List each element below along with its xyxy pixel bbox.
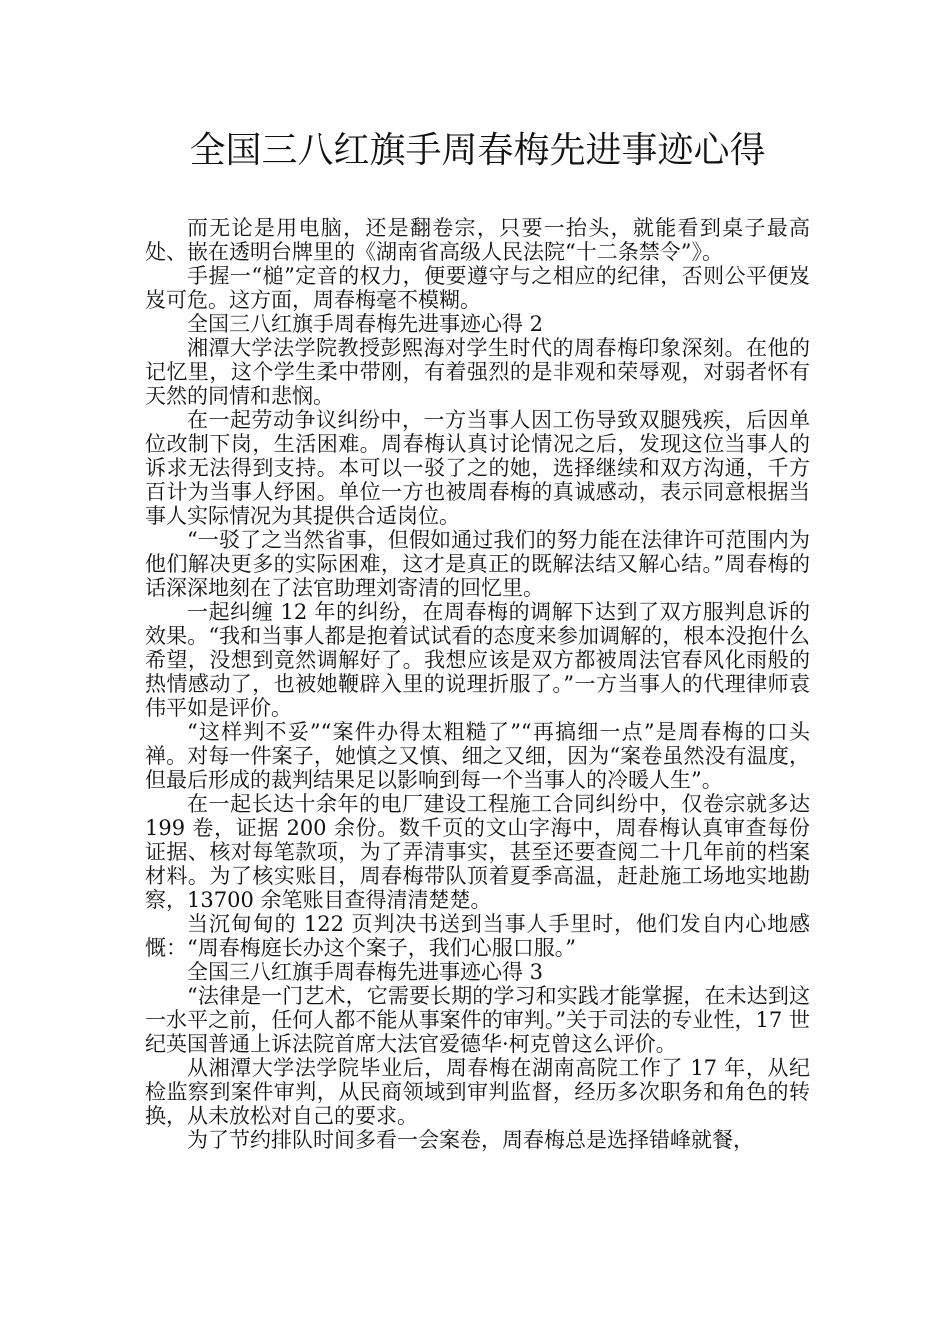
paragraph: 在一起长达十余年的电厂建设工程施工合同纠纷中，仅卷宗就多达 199 卷，证据 200 余份。数千页的文山字海中，周春梅认真审查每份证据、核对每笔款项，为了弄清事实，甚至还要查阅二十几年前的档案材料。为了核实账目，周春梅带队顶着夏季高温，赶赴施工场地实地勘察，13700 余笔账目查得清清楚楚。	[145, 792, 810, 912]
document-body	[145, 216, 810, 1152]
paragraph: 一起纠缠 12 年的纠纷，在周春梅的调解下达到了双方服判息诉的效果。“我和当事人都是抱着试试看的态度来参加调解的，根本没抱什么希望，没想到竟然调解好了。我想应该是双方都被周法官春风化雨般的热情感动了，也被她鞭辟入里的说理折服了。”一方当事人的代理律师袁伟平如是评价。	[145, 600, 810, 720]
paragraph: 湘潭大学法学院教授彭熙海对学生时代的周春梅印象深刻。在他的记忆里，这个学生柔中带刚，有着强烈的是非观和荣辱观，对弱者怀有天然的同情和悲悯。	[145, 336, 810, 408]
section-heading: 全国三八红旗手周春梅先进事迹心得 3	[187, 960, 544, 984]
paragraph: 当沉甸甸的 122 页判决书送到当事人手里时，他们发自内心地感慨：“周春梅庭长办这个案子，我们心服口服。”	[145, 912, 810, 960]
paragraph: “一驳了之当然省事，但假如通过我们的努力能在法律许可范围内为他们解决更多的实际困难，这才是真正的既解法结又解心结。”周春梅的话深深地刻在了法官助理刘寄清的回忆里。	[145, 528, 810, 600]
paragraph: 为了节约排队时间多看一会案卷，周春梅总是选择错峰就餐，	[187, 1128, 754, 1152]
paragraph: 从湘潭大学法学院毕业后，周春梅在湖南高院工作了 17 年，从纪检监察到案件审判，从民商领域到审判监督，经历多次职务和角色的转换，从未放松对自己的要求。	[145, 1056, 810, 1128]
document-page	[145, 126, 810, 1152]
document-title: 全国三八红旗手周春梅先进事迹心得	[189, 130, 766, 171]
paragraph: 手握一“槌”定音的权力，便要遵守与之相应的纪律，否则公平便岌岌可危。这方面，周春梅毫不模糊。	[145, 264, 810, 312]
paragraph: 而无论是用电脑，还是翻卷宗，只要一抬头，就能看到桌子最高处、嵌在透明台牌里的《湖南省高级人民法院“十二条禁令”》。	[145, 216, 810, 264]
paragraph: “法律是一门艺术，它需要长期的学习和实践才能掌握，在未达到这一水平之前，任何人都不能从事案件的审判。”关于司法的专业性，17 世纪英国普通上诉法院首席大法官爱德华·柯克曾这么评价。	[145, 984, 810, 1056]
section-heading: 全国三八红旗手周春梅先进事迹心得 2	[187, 312, 544, 336]
paragraph: “这样判不妥”“案件办得太粗糙了”“再搞细一点”是周春梅的口头禅。对每一件案子，她慎之又慎、细之又细，因为“案卷虽然没有温度，但最后形成的裁判结果足以影响到每一个当事人的冷暖人生”。	[145, 720, 810, 792]
paragraph: 在一起劳动争议纠纷中，一方当事人因工伤导致双腿残疾，后因单位改制下岗，生活困难。周春梅认真讨论情况之后，发现这位当事人的诉求无法得到支持。本可以一驳了之的她，选择继续和双方沟通，千方百计为当事人纾困。单位一方也被周春梅的真诚感动，表示同意根据当事人实际情况为其提供合适岗位。	[145, 408, 810, 528]
